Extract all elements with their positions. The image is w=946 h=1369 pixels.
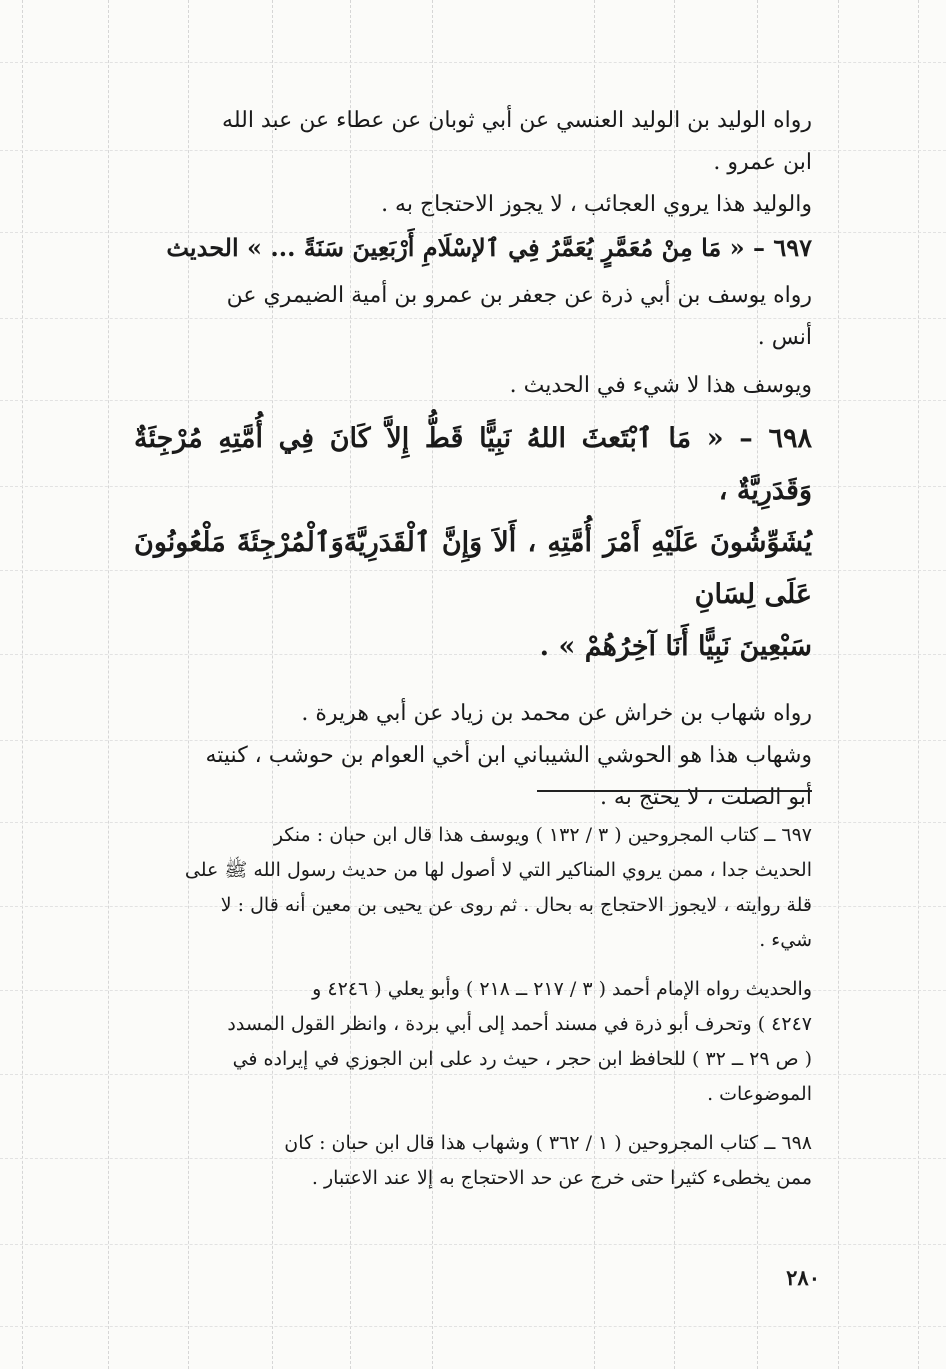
footnote-line: الموضوعات . (707, 1083, 812, 1105)
body-line: والوليد هذا يروي العجائب ، لا يجوز الاحتجاج به . (381, 192, 812, 217)
body-line: ابن عمرو . (713, 150, 812, 175)
footnotes (134, 818, 812, 1196)
body-line: رواه شهاب بن خراش عن محمد بن زياد عن أبي هريرة . (301, 701, 812, 726)
guide-line (918, 0, 919, 1369)
hadith-698-line: يُشَوِّشُونَ عَلَيْهِ أَمْرَ أُمَّتِهِ ، أَلاَ وَإِنَّ ٱلْقَدَرِيَّةَوَٱلْمُرْجِئَةَ مَلْعُونُونَ عَلَى لِسَانِ (134, 527, 812, 610)
guide-line (0, 62, 946, 63)
body-line: رواه يوسف بن أبي ذرة عن جعفر بن عمرو بن أمية الضيمري عن (226, 283, 812, 308)
guide-line (108, 0, 109, 1369)
body-line: ويوسف هذا لا شيء في الحديث . (509, 373, 812, 398)
footnote-line: ٦٩٨ ــ كتاب المجروحين ( ١ / ٣٦٢ ) وشهاب هذا قال ابن حبان : كان (284, 1132, 812, 1154)
body-line: رواه الوليد بن الوليد العنسي عن أبي ثوبان عن عطاء عن عبد الله (222, 108, 812, 133)
guide-line (0, 1244, 946, 1245)
footnote-line: الحديث جدا ، ممن يروي المناكير التي لا أصول لها من حديث رسول الله ﷺ على (184, 859, 812, 881)
guide-line (22, 0, 23, 1369)
footnote-line: ( ص ٢٩ ــ ٣٢ ) للحافظ ابن حجر ، حيث رد على ابن الجوزي في إيراده في (232, 1048, 812, 1070)
body-line: وشهاب هذا هو الحوشي الشيباني ابن أخي العوام بن حوشب ، كنيته (205, 743, 812, 768)
footnote-divider (537, 790, 812, 792)
guide-line (0, 1326, 946, 1327)
footnote-line: ٦٩٧ ــ كتاب المجروحين ( ٣ / ١٣٢ ) ويوسف هذا قال ابن حبان : منكر (273, 824, 812, 846)
body-line: أنس . (757, 325, 812, 350)
page-number: ٢٨٠ (786, 1265, 820, 1290)
hadith-697: ٦٩٧ – « مَا مِنْ مُعَمَّرٍ يُعَمَّرُ فِي ٱلإسْلَامِ أَرْبَعِينَ سَنَةً ... » الحديث (166, 233, 812, 262)
main-text (134, 100, 812, 819)
footnote-line: شيء . (759, 929, 812, 951)
footnote-line: قلة روايته ، لايجوز الاحتجاج به بحال . ثم روى عن يحيى بن معين أنه قال : لا (220, 894, 812, 916)
body-line: أبو الصلت ، لا يحتج به . (599, 785, 812, 810)
hadith-698-line: ٦٩٨ – « مَا ٱبْتَعثَ اللهُ نَبِيًّا قَطُّ إِلاَّ كَانَ فِي أُمَّتِهِ مُرْجِئَةٌ وَقَدَرِيَّةٌ ، (134, 423, 812, 506)
footnote-line: ممن يخطىء كثيرا حتى خرج عن حد الاحتجاج به إلا عند الاعتبار . (311, 1167, 812, 1189)
hadith-698-line: سَبْعِينَ نَبِيًّا أَنَا آخِرُهُمْ » . (539, 631, 812, 662)
footnote-line: ٤٢٤٧ ) وتحرف أبو ذرة في مسند أحمد إلى أبي بردة ، وانظر القول المسدد (227, 1013, 812, 1035)
guide-line (838, 0, 839, 1369)
footnote-line: والحديث رواه الإمام أحمد ( ٣ / ٢١٧ ــ ٢١٨ ) وأبو يعلي ( ٤٢٤٦ و (312, 978, 812, 1000)
